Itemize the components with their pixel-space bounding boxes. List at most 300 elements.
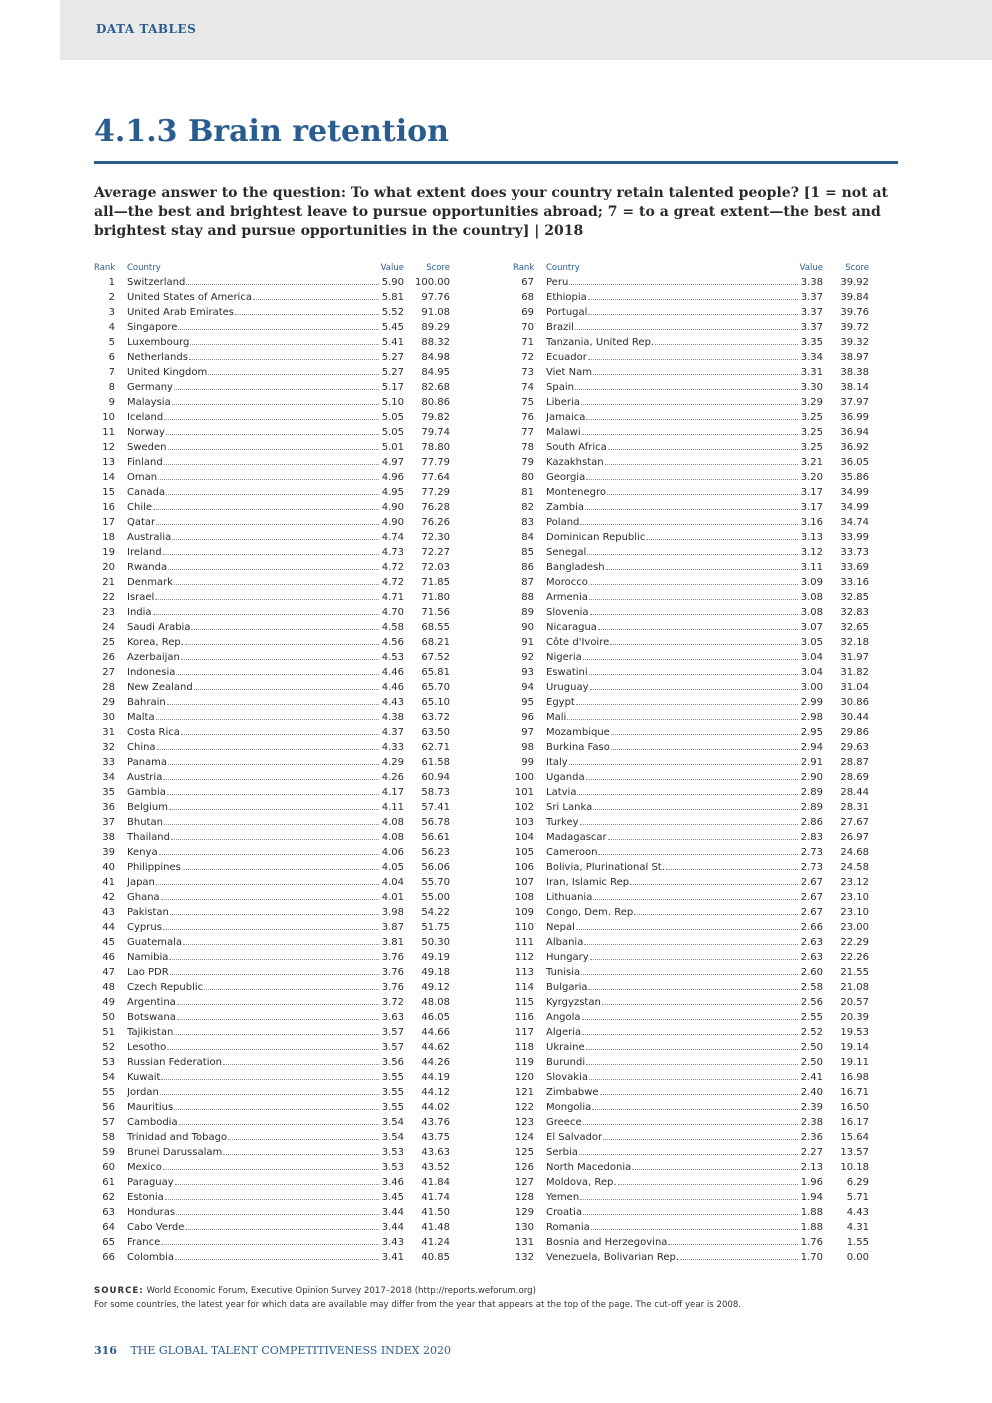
rank-cell: 84 bbox=[521, 532, 534, 543]
table-row bbox=[513, 1113, 869, 1128]
rank-cell: 14 bbox=[102, 472, 115, 483]
value-cell: 2.39 bbox=[800, 1102, 823, 1113]
rank-cell: 15 bbox=[102, 487, 115, 498]
country-name: Austria bbox=[127, 772, 163, 783]
value-cell: 5.52 bbox=[381, 307, 404, 318]
score-cell: 5.71 bbox=[846, 1192, 869, 1203]
rank-cell: 107 bbox=[514, 877, 534, 888]
table-row bbox=[513, 558, 869, 573]
value-cell: 2.56 bbox=[800, 997, 823, 1008]
score-cell: 76.26 bbox=[421, 517, 450, 528]
dot-leader bbox=[655, 344, 798, 345]
country-name: Argentina bbox=[127, 997, 176, 1008]
dot-leader bbox=[582, 434, 798, 435]
country-cell bbox=[546, 607, 799, 618]
score-cell: 44.02 bbox=[421, 1102, 450, 1113]
table-row bbox=[94, 1143, 450, 1158]
value-cell: 4.11 bbox=[381, 802, 404, 813]
score-cell: 77.79 bbox=[421, 457, 450, 468]
value-cell: 4.72 bbox=[381, 562, 404, 573]
country-name: Belgium bbox=[127, 802, 168, 813]
rank-cell: 78 bbox=[521, 442, 534, 453]
country-name: Cameroon bbox=[546, 847, 598, 858]
country-name: Algeria bbox=[546, 1027, 582, 1038]
value-cell: 3.17 bbox=[800, 487, 823, 498]
score-cell: 30.44 bbox=[840, 712, 869, 723]
value-cell: 2.55 bbox=[800, 1012, 823, 1023]
dot-leader bbox=[168, 764, 379, 765]
rank-cell: 22 bbox=[102, 592, 115, 603]
country-name: Cambodia bbox=[127, 1117, 178, 1128]
table-row bbox=[513, 1098, 869, 1113]
country-cell bbox=[127, 622, 380, 633]
country-name: Cabo Verde bbox=[127, 1222, 185, 1233]
table-row bbox=[513, 768, 869, 783]
dot-leader bbox=[593, 899, 798, 900]
dot-leader bbox=[153, 614, 379, 615]
dot-leader bbox=[194, 689, 379, 690]
dot-leader bbox=[164, 464, 379, 465]
table-row bbox=[94, 1233, 450, 1248]
score-cell: 24.58 bbox=[840, 862, 869, 873]
country-cell bbox=[127, 772, 380, 783]
score-cell: 16.17 bbox=[840, 1117, 869, 1128]
score-cell: 26.97 bbox=[840, 832, 869, 843]
value-cell: 3.55 bbox=[381, 1087, 404, 1098]
table-row bbox=[513, 843, 869, 858]
country-name: Czech Republic bbox=[127, 982, 204, 993]
table-row bbox=[94, 918, 450, 933]
country-name: Dominican Republic bbox=[546, 532, 646, 543]
score-cell: 16.98 bbox=[840, 1072, 869, 1083]
dot-leader bbox=[177, 1019, 379, 1020]
value-cell: 2.95 bbox=[800, 727, 823, 738]
dot-leader bbox=[611, 749, 798, 750]
value-cell: 4.56 bbox=[381, 637, 404, 648]
rank-cell: 19 bbox=[102, 547, 115, 558]
country-cell bbox=[546, 622, 799, 633]
dot-leader bbox=[157, 749, 379, 750]
country-name: Lesotho bbox=[127, 1042, 167, 1053]
country-cell bbox=[127, 712, 380, 723]
country-name: Gambia bbox=[127, 787, 166, 798]
table-row bbox=[94, 1113, 450, 1128]
country-cell bbox=[546, 1012, 799, 1023]
score-header: Score bbox=[845, 263, 869, 273]
dot-leader bbox=[598, 629, 798, 630]
value-cell: 3.76 bbox=[381, 967, 404, 978]
dot-leader bbox=[156, 884, 379, 885]
country-cell bbox=[546, 577, 799, 588]
dot-leader bbox=[633, 884, 798, 885]
score-cell: 41.50 bbox=[421, 1207, 450, 1218]
dot-leader bbox=[588, 314, 798, 315]
table-row bbox=[94, 333, 450, 348]
value-cell: 2.58 bbox=[800, 982, 823, 993]
value-cell: 3.41 bbox=[381, 1252, 404, 1263]
table-row bbox=[513, 318, 869, 333]
country-name: Spain bbox=[546, 382, 574, 393]
table-row bbox=[94, 633, 450, 648]
country-cell bbox=[546, 547, 799, 558]
value-cell: 3.56 bbox=[381, 1057, 404, 1068]
rank-cell: 76 bbox=[521, 412, 534, 423]
table-row bbox=[513, 288, 869, 303]
country-name: India bbox=[127, 607, 152, 618]
score-cell: 41.74 bbox=[421, 1192, 450, 1203]
table-row bbox=[513, 348, 869, 363]
score-cell: 4.43 bbox=[846, 1207, 869, 1218]
score-cell: 65.81 bbox=[421, 667, 450, 678]
rank-cell: 49 bbox=[102, 997, 115, 1008]
rank-cell: 38 bbox=[102, 832, 115, 843]
dot-leader bbox=[584, 944, 798, 945]
score-cell: 38.38 bbox=[840, 367, 869, 378]
table-row bbox=[94, 1083, 450, 1098]
country-name: Iran, Islamic Rep. bbox=[546, 877, 633, 888]
country-cell bbox=[127, 1222, 380, 1233]
value-cell: 4.43 bbox=[381, 697, 404, 708]
rank-cell: 104 bbox=[514, 832, 534, 843]
value-cell: 3.72 bbox=[381, 997, 404, 1008]
score-cell: 31.82 bbox=[840, 667, 869, 678]
country-name: Eswatini bbox=[546, 667, 588, 678]
table-row bbox=[513, 648, 869, 663]
rank-cell: 126 bbox=[514, 1162, 534, 1173]
value-cell: 2.89 bbox=[800, 787, 823, 798]
country-name: Venezuela, Bolivarian Rep. bbox=[546, 1252, 680, 1263]
table-row bbox=[513, 603, 869, 618]
score-cell: 30.86 bbox=[840, 697, 869, 708]
score-cell: 56.23 bbox=[421, 847, 450, 858]
dot-leader bbox=[174, 584, 379, 585]
value-cell: 5.10 bbox=[381, 397, 404, 408]
country-cell bbox=[127, 337, 380, 348]
dot-leader bbox=[581, 404, 798, 405]
country-cell bbox=[127, 472, 380, 483]
rank-cell: 36 bbox=[102, 802, 115, 813]
value-cell: 2.36 bbox=[800, 1132, 823, 1143]
dot-leader bbox=[159, 854, 379, 855]
country-cell bbox=[546, 1162, 799, 1173]
value-cell: 1.70 bbox=[800, 1252, 823, 1263]
dot-leader bbox=[185, 644, 379, 645]
score-cell: 91.08 bbox=[421, 307, 450, 318]
country-name: El Salvador bbox=[546, 1132, 603, 1143]
table-row bbox=[94, 1188, 450, 1203]
table-row bbox=[94, 813, 450, 828]
dot-leader bbox=[176, 1214, 379, 1215]
rank-cell: 129 bbox=[514, 1207, 534, 1218]
rank-cell: 97 bbox=[521, 727, 534, 738]
dot-leader bbox=[228, 1139, 379, 1140]
country-name: Uganda bbox=[546, 772, 585, 783]
score-cell: 82.68 bbox=[421, 382, 450, 393]
country-cell bbox=[127, 1072, 380, 1083]
rank-cell: 28 bbox=[102, 682, 115, 693]
country-cell bbox=[127, 382, 380, 393]
country-name: Botswana bbox=[127, 1012, 176, 1023]
country-name: Mongolia bbox=[546, 1102, 592, 1113]
rank-cell: 108 bbox=[514, 892, 534, 903]
score-cell: 36.92 bbox=[840, 442, 869, 453]
rank-cell: 98 bbox=[521, 742, 534, 753]
score-cell: 39.32 bbox=[840, 337, 869, 348]
dot-leader bbox=[179, 1124, 379, 1125]
score-cell: 49.19 bbox=[421, 952, 450, 963]
value-cell: 3.25 bbox=[800, 412, 823, 423]
dot-leader bbox=[586, 419, 798, 420]
title-rule bbox=[94, 161, 898, 164]
table-row bbox=[513, 723, 869, 738]
country-name: Singapore bbox=[127, 322, 178, 333]
value-cell: 3.29 bbox=[800, 397, 823, 408]
country-cell bbox=[127, 667, 380, 678]
value-cell: 3.63 bbox=[381, 1012, 404, 1023]
score-cell: 43.63 bbox=[421, 1147, 450, 1158]
score-cell: 33.69 bbox=[840, 562, 869, 573]
table-row bbox=[94, 933, 450, 948]
dot-leader bbox=[155, 599, 379, 600]
table-row bbox=[94, 528, 450, 543]
rank-cell: 45 bbox=[102, 937, 115, 948]
score-cell: 29.63 bbox=[840, 742, 869, 753]
country-cell bbox=[127, 322, 380, 333]
country-name: Tanzania, United Rep. bbox=[546, 337, 655, 348]
country-name: Liberia bbox=[546, 397, 580, 408]
value-cell: 4.71 bbox=[381, 592, 404, 603]
country-name: Zimbabwe bbox=[546, 1087, 599, 1098]
dot-leader bbox=[589, 584, 798, 585]
value-cell: 3.43 bbox=[381, 1237, 404, 1248]
value-cell: 4.04 bbox=[381, 877, 404, 888]
score-cell: 32.83 bbox=[840, 607, 869, 618]
country-cell bbox=[546, 682, 799, 693]
dot-leader bbox=[582, 1034, 798, 1035]
score-cell: 44.62 bbox=[421, 1042, 450, 1053]
dot-leader bbox=[168, 569, 379, 570]
table-row bbox=[94, 273, 450, 288]
rank-cell: 130 bbox=[514, 1222, 534, 1233]
rank-cell: 1 bbox=[108, 277, 115, 288]
dot-leader bbox=[646, 539, 798, 540]
table-row bbox=[94, 1248, 450, 1263]
country-name: Costa Rica bbox=[127, 727, 180, 738]
country-cell bbox=[127, 787, 380, 798]
score-cell: 28.87 bbox=[840, 757, 869, 768]
value-cell: 3.16 bbox=[800, 517, 823, 528]
country-cell bbox=[127, 292, 380, 303]
value-cell: 2.63 bbox=[800, 937, 823, 948]
dot-leader bbox=[632, 1169, 798, 1170]
score-cell: 62.71 bbox=[421, 742, 450, 753]
value-cell: 3.57 bbox=[381, 1027, 404, 1038]
country-cell bbox=[127, 727, 380, 738]
score-cell: 31.97 bbox=[840, 652, 869, 663]
table-row bbox=[94, 618, 450, 633]
country-name: Viet Nam bbox=[546, 367, 593, 378]
dot-leader bbox=[183, 944, 379, 945]
score-cell: 41.84 bbox=[421, 1177, 450, 1188]
dot-leader bbox=[189, 359, 379, 360]
country-header: Country bbox=[546, 263, 580, 273]
value-cell: 4.96 bbox=[381, 472, 404, 483]
country-name: Serbia bbox=[546, 1147, 578, 1158]
rank-cell: 12 bbox=[102, 442, 115, 453]
table-row bbox=[94, 708, 450, 723]
rank-cell: 41 bbox=[102, 877, 115, 888]
score-cell: 55.00 bbox=[421, 892, 450, 903]
score-cell: 44.12 bbox=[421, 1087, 450, 1098]
dot-leader bbox=[587, 554, 798, 555]
page-number: 316 bbox=[94, 1344, 117, 1357]
country-name: Albania bbox=[546, 937, 584, 948]
rank-cell: 3 bbox=[108, 307, 115, 318]
value-cell: 2.98 bbox=[800, 712, 823, 723]
dot-leader bbox=[176, 674, 379, 675]
score-cell: 21.08 bbox=[840, 982, 869, 993]
score-cell: 71.80 bbox=[421, 592, 450, 603]
country-cell bbox=[127, 817, 380, 828]
country-name: Madagascar bbox=[546, 832, 607, 843]
country-cell bbox=[127, 277, 380, 288]
table-row bbox=[94, 738, 450, 753]
dot-leader bbox=[163, 1169, 379, 1170]
rank-cell: 43 bbox=[102, 907, 115, 918]
country-cell bbox=[546, 352, 799, 363]
dot-leader bbox=[164, 824, 379, 825]
rank-cell: 122 bbox=[514, 1102, 534, 1113]
dot-leader bbox=[575, 329, 798, 330]
dot-leader bbox=[158, 479, 379, 480]
score-cell: 79.74 bbox=[421, 427, 450, 438]
country-name: Pakistan bbox=[127, 907, 169, 918]
score-cell: 23.00 bbox=[840, 922, 869, 933]
country-cell bbox=[127, 1192, 380, 1203]
rank-cell: 96 bbox=[521, 712, 534, 723]
country-cell bbox=[127, 547, 380, 558]
dot-leader bbox=[253, 299, 379, 300]
rank-cell: 11 bbox=[102, 427, 115, 438]
country-cell bbox=[546, 817, 799, 828]
table-row bbox=[94, 1038, 450, 1053]
country-name: Uruguay bbox=[546, 682, 589, 693]
country-cell bbox=[546, 1102, 799, 1113]
score-cell: 89.29 bbox=[421, 322, 450, 333]
section-label: DATA TABLES bbox=[96, 22, 197, 36]
table-header bbox=[513, 259, 869, 273]
country-cell bbox=[546, 1072, 799, 1083]
header-band bbox=[60, 0, 992, 60]
score-cell: 84.95 bbox=[421, 367, 450, 378]
rank-cell: 69 bbox=[521, 307, 534, 318]
table-row bbox=[94, 1128, 450, 1143]
dot-leader bbox=[590, 959, 798, 960]
dot-leader bbox=[170, 914, 379, 915]
rank-cell: 95 bbox=[521, 697, 534, 708]
country-name: Indonesia bbox=[127, 667, 176, 678]
rank-cell: 75 bbox=[521, 397, 534, 408]
table-row bbox=[513, 453, 869, 468]
dot-leader bbox=[171, 839, 379, 840]
country-name: Greece bbox=[546, 1117, 582, 1128]
score-cell: 0.00 bbox=[846, 1252, 869, 1263]
dot-leader bbox=[589, 674, 798, 675]
country-cell bbox=[127, 952, 380, 963]
country-cell bbox=[546, 382, 799, 393]
table-row bbox=[513, 1023, 869, 1038]
rank-cell: 44 bbox=[102, 922, 115, 933]
value-cell: 1.94 bbox=[800, 1192, 823, 1203]
value-cell: 3.05 bbox=[800, 637, 823, 648]
country-cell bbox=[127, 1162, 380, 1173]
country-cell bbox=[127, 397, 380, 408]
country-cell bbox=[546, 1042, 799, 1053]
score-cell: 80.86 bbox=[421, 397, 450, 408]
country-cell bbox=[546, 1147, 799, 1158]
page-footer bbox=[94, 1344, 451, 1357]
value-cell: 4.95 bbox=[381, 487, 404, 498]
dot-leader bbox=[607, 494, 798, 495]
country-name: Qatar bbox=[127, 517, 156, 528]
score-cell: 44.66 bbox=[421, 1027, 450, 1038]
value-cell: 3.04 bbox=[800, 667, 823, 678]
country-name: Yemen bbox=[546, 1192, 580, 1203]
value-cell: 2.90 bbox=[800, 772, 823, 783]
dot-leader bbox=[174, 1109, 379, 1110]
country-cell bbox=[127, 1102, 380, 1113]
dot-leader bbox=[583, 1214, 798, 1215]
rank-cell: 32 bbox=[102, 742, 115, 753]
dot-leader bbox=[175, 1184, 379, 1185]
dot-leader bbox=[172, 404, 379, 405]
score-cell: 31.04 bbox=[840, 682, 869, 693]
value-cell: 4.01 bbox=[381, 892, 404, 903]
table-row bbox=[513, 798, 869, 813]
value-cell: 3.37 bbox=[800, 307, 823, 318]
value-cell: 3.13 bbox=[800, 532, 823, 543]
country-cell bbox=[127, 427, 380, 438]
country-name: Ireland bbox=[127, 547, 162, 558]
table-row bbox=[513, 513, 869, 528]
country-cell bbox=[546, 997, 799, 1008]
value-cell: 2.52 bbox=[800, 1027, 823, 1038]
country-cell bbox=[127, 892, 380, 903]
score-cell: 44.19 bbox=[421, 1072, 450, 1083]
publication-title: THE GLOBAL TALENT COMPETITIVENESS INDEX 2020 bbox=[130, 1344, 451, 1357]
rank-cell: 63 bbox=[102, 1207, 115, 1218]
dot-leader bbox=[182, 869, 379, 870]
score-cell: 77.64 bbox=[421, 472, 450, 483]
country-name: Ethiopia bbox=[546, 292, 587, 303]
rank-cell: 18 bbox=[102, 532, 115, 543]
country-name: Italy bbox=[546, 757, 568, 768]
country-name: Philippines bbox=[127, 862, 181, 873]
value-cell: 3.34 bbox=[800, 352, 823, 363]
score-cell: 72.03 bbox=[421, 562, 450, 573]
country-cell bbox=[546, 742, 799, 753]
country-name: New Zealand bbox=[127, 682, 193, 693]
country-name: Malaysia bbox=[127, 397, 171, 408]
rank-cell: 24 bbox=[102, 622, 115, 633]
score-cell: 88.32 bbox=[421, 337, 450, 348]
country-cell bbox=[546, 982, 799, 993]
table-row bbox=[94, 978, 450, 993]
table-row bbox=[513, 783, 869, 798]
dot-leader bbox=[166, 494, 379, 495]
country-name: Colombia bbox=[127, 1252, 174, 1263]
table-row bbox=[513, 1053, 869, 1068]
